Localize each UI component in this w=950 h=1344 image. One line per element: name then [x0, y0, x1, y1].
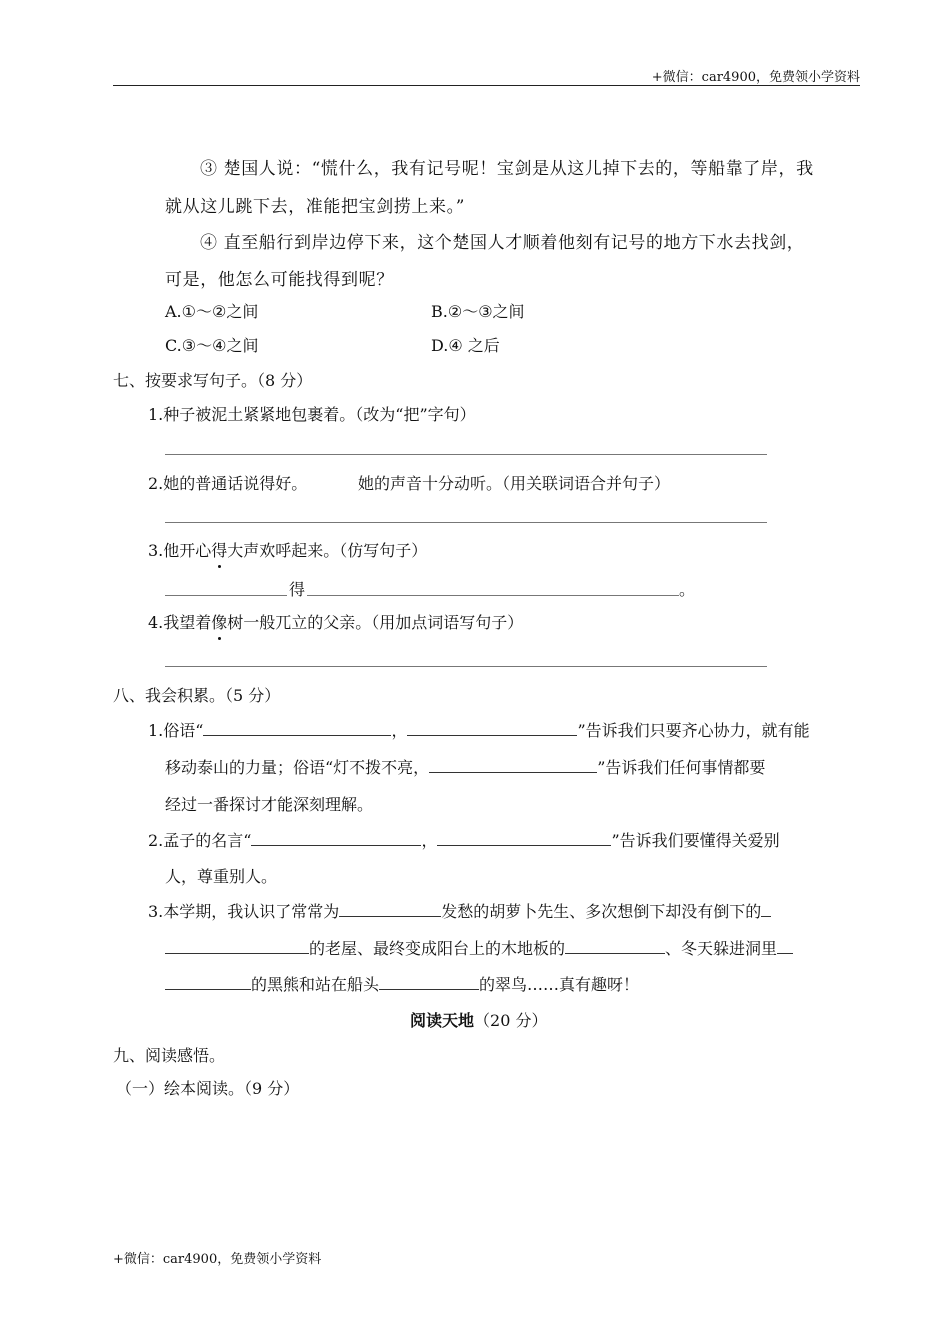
s8-q3-blank-2a[interactable] — [761, 900, 771, 917]
s7-question-4 — [148, 610, 523, 633]
s8-q3-line-3 — [165, 972, 639, 995]
s7-q4-dotted-word: 像 — [211, 610, 227, 633]
s7-q1-answer-line[interactable] — [165, 454, 767, 455]
s8-q3-d: 、冬天躲进洞里 — [665, 939, 778, 958]
s8-q3-blank-4a[interactable] — [777, 937, 793, 954]
s8-q3-a: 3.本学期，我认识了常常为 — [148, 902, 340, 921]
s8-q3-blank-3[interactable] — [565, 937, 665, 954]
s8-q1-a: 1.俗语“ — [148, 721, 204, 740]
s7-question-3 — [148, 538, 427, 561]
sentence-4-line-1: ④ 直至船行到岸边停下来，这个楚国人才顺着他刻有记号的地方下水去找剑， — [200, 233, 805, 253]
s8-q1-line-1 — [148, 718, 810, 741]
s7-question-1: 1.种子被泥土紧紧地包裹着。（改为“把”字句） — [148, 405, 476, 424]
s8-q1-line-3: 经过一番探讨才能深刻理解。 — [165, 795, 374, 814]
reading-heading — [410, 1008, 547, 1031]
s8-q3-line-2 — [165, 936, 793, 959]
sentence-4-line-2: 可是，他怎么可能找得到呢？ — [165, 270, 394, 290]
s7-q3-blank-2[interactable] — [307, 595, 679, 596]
s8-q3-blank-4b[interactable] — [165, 973, 251, 990]
reading-heading-score: （20 分） — [474, 1011, 548, 1030]
section-7-title: 七、按要求写句子。（8 分） — [113, 371, 313, 390]
s7-q3-pre: 3.他开心 — [148, 541, 212, 560]
s7-q3-blank-1[interactable] — [165, 595, 287, 596]
section-9-sub-1: （一）绘本阅读。（9 分） — [116, 1079, 300, 1098]
s8-q2-comma: ， — [421, 831, 438, 850]
sentence-3-line-1: ③ 楚国人说：“慌什么，我有记号呢！宝剑是从这儿掉下去的，等船靠了岸，我 — [200, 159, 814, 179]
option-b[interactable]: B.②～③之间 — [431, 302, 525, 321]
s8-q1-blank-3[interactable] — [429, 756, 597, 773]
s8-q1-c: 移动泰山的力量；俗语“灯不拨不亮， — [165, 758, 430, 777]
s7-q3-dotted-word: 得 — [211, 538, 227, 561]
s7-q3-fill-end: 。 — [679, 580, 696, 599]
s8-q2-blank-2[interactable] — [437, 829, 611, 846]
s8-q2-line-2: 人，尊重别人。 — [165, 867, 278, 886]
s7-q3-fill-mid: 得 — [289, 580, 306, 599]
option-a[interactable]: A.①～②之间 — [165, 302, 259, 321]
s7-q2-answer-line[interactable] — [165, 522, 767, 523]
s8-q1-blank-2[interactable] — [407, 719, 577, 736]
s8-q3-e: 的黑熊和站在船头 — [251, 975, 380, 994]
s7-q4-pre: 4.我望着 — [148, 613, 212, 632]
footer-note: +微信：car4900，免费领小学资料 — [113, 1252, 322, 1267]
s8-q2-line-1 — [148, 828, 780, 851]
header-note: +微信：car4900，免费领小学资料 — [651, 70, 860, 85]
s8-q1-d: ”告诉我们任何事情都要 — [597, 758, 766, 777]
s8-q3-blank-1[interactable] — [339, 900, 441, 917]
s7-q3-post: 大声欢呼起来。（仿写句子） — [227, 541, 428, 560]
s7-q4-answer-line[interactable] — [165, 666, 767, 667]
s8-q3-c: 的老屋、最终变成阳台上的木地板的 — [309, 939, 566, 958]
s8-q1-blank-1[interactable] — [203, 719, 391, 736]
s8-q1-comma: ， — [391, 721, 408, 740]
s8-q2-blank-1[interactable] — [251, 829, 421, 846]
option-d[interactable]: D.④ 之后 — [431, 336, 500, 355]
s8-q3-line-1 — [148, 899, 771, 922]
s8-q3-b: 发愁的胡萝卜先生、多次想倒下却没有倒下的 — [441, 902, 762, 921]
s7-question-2b: 她的声音十分动听。（用关联词语合并句子） — [358, 474, 671, 493]
reading-heading-title: 阅读天地 — [410, 1011, 475, 1030]
s8-q3-blank-5[interactable] — [379, 973, 479, 990]
s8-q3-blank-2b[interactable] — [165, 937, 309, 954]
s8-q2-b: ”告诉我们要懂得关爱别 — [611, 831, 780, 850]
s8-q1-line-2 — [165, 755, 765, 778]
s8-q1-b: ”告诉我们只要齐心协力，就有能 — [577, 721, 810, 740]
s7-question-2a: 2.她的普通话说得好。 — [148, 474, 308, 493]
option-c[interactable]: C.③～④之间 — [165, 336, 259, 355]
section-9-title: 九、阅读感悟。 — [113, 1046, 226, 1065]
header-rule — [113, 85, 860, 86]
s8-q3-f: 的翠鸟……真有趣呀！ — [479, 975, 640, 994]
sentence-3-line-2: 就从这儿跳下去，准能把宝剑捞上来。” — [165, 197, 465, 217]
s8-q2-a: 2.孟子的名言“ — [148, 831, 252, 850]
s7-q4-post: 树一般兀立的父亲。（用加点词语写句子） — [227, 613, 524, 632]
section-8-title: 八、我会积累。（5 分） — [113, 686, 281, 705]
